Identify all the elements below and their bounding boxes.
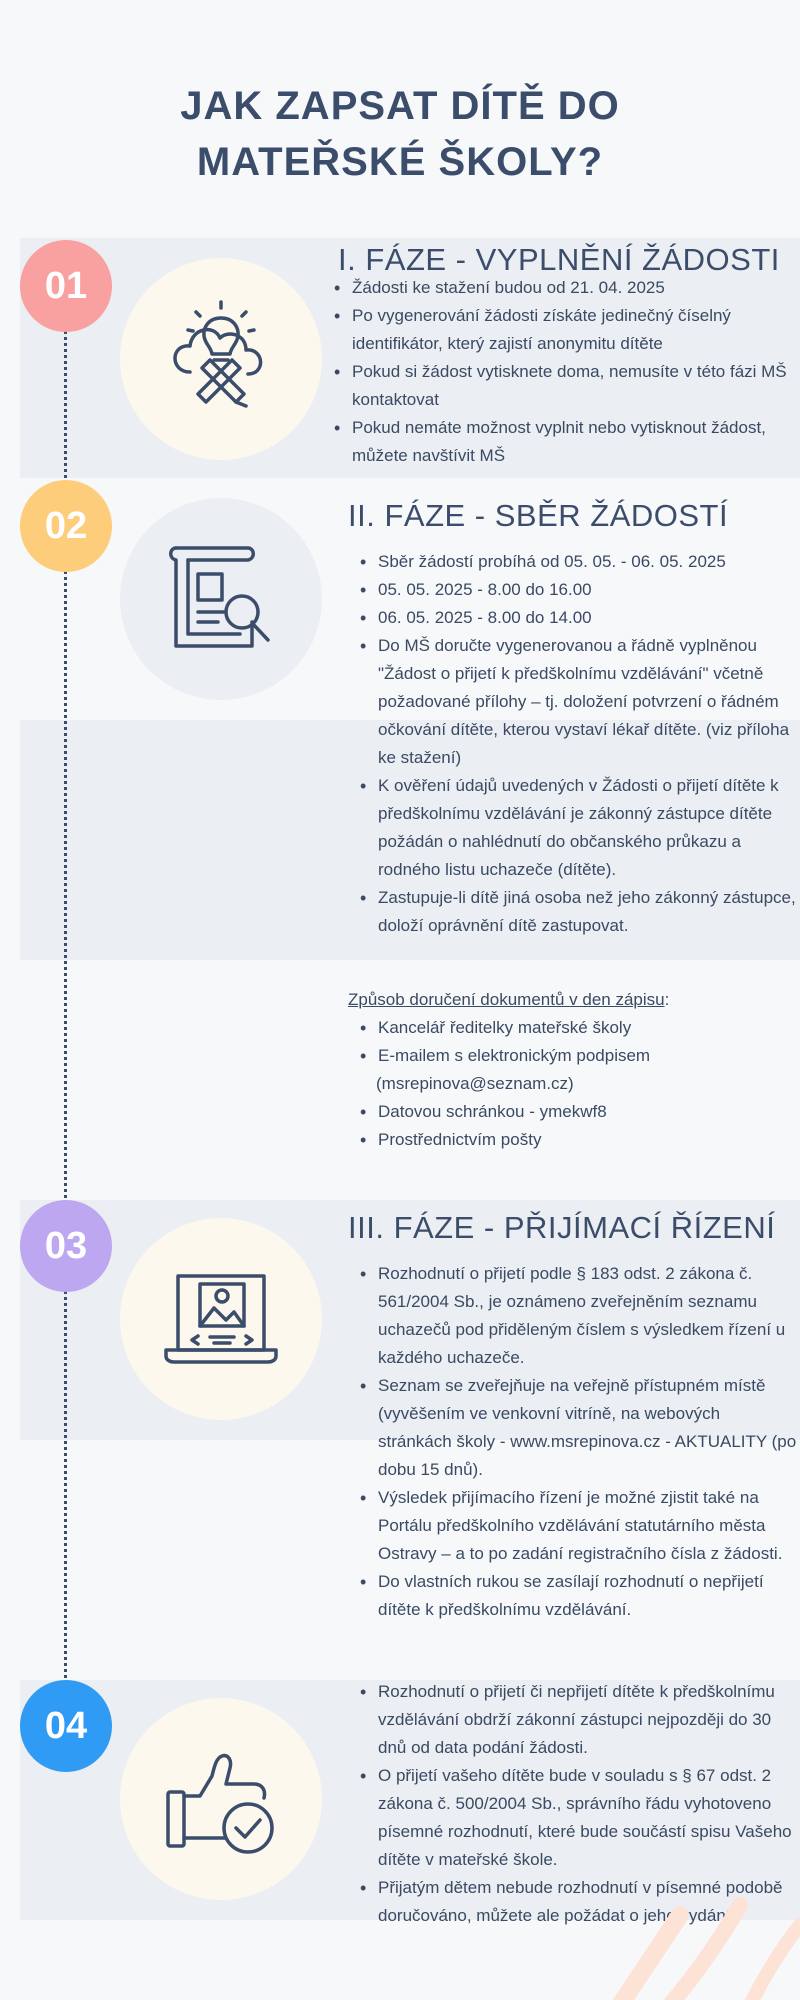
document-search-icon xyxy=(156,534,286,664)
phase3-heading: III. FÁZE - PŘIJÍMACÍ ŘÍZENÍ xyxy=(348,1210,776,1245)
delivery-heading-colon: : xyxy=(664,990,670,1009)
list-item: • Po vygenerování žádosti získáte jedinečný číselný identifikátor, který zajistí anonymitu dítěte xyxy=(332,302,792,358)
list-item: • Seznam se zveřejňuje na veřejně přístupném místě (vyvěšením ve venkovní vitríně, na webových stránkách školy - www.msrepinova.cz - AKTUALITY (po dobu 15 dnů). xyxy=(358,1372,798,1484)
phase3-illustration xyxy=(120,1218,322,1420)
phase2-illustration xyxy=(120,498,322,700)
laptop-image-code-icon xyxy=(156,1254,286,1384)
list-item: • Zastupuje-li dítě jiná osoba než jeho zákonný zástupce, doloží oprávnění dítě zastupovat. xyxy=(358,884,798,940)
thumbs-up-check-icon xyxy=(156,1734,286,1864)
list-item: • Do MŠ doručte vygenerovanou a řádně vyplněnou "Žádost o přijetí k předškolnímu vzdělávání" včetně požadované přílohy – tj. doložení potvrzení o řádném očkování dítěte, kterou vystaví lékař dítěte. (viz příloha ke stažení) xyxy=(358,632,798,772)
phase4-list xyxy=(358,1678,798,1930)
list-item: • Pokud si žádost vytisknete doma, nemusíte v této fázi MŠ kontaktovat xyxy=(332,358,792,414)
list-item: • 05. 05. 2025 - 8.00 do 16.00 xyxy=(358,576,798,604)
delivery-list xyxy=(358,1014,788,1154)
decorative-brush-strokes xyxy=(600,1895,800,2000)
delivery-heading xyxy=(348,986,669,1014)
phase3-number-badge xyxy=(20,1200,112,1292)
list-item: • Výsledek přijímacího řízení je možné zjistit také na Portálu předškolního vzdělávání statutárního města Ostravy – a to po zadání registračního čísla z žádosti. xyxy=(358,1484,798,1568)
phase1-list xyxy=(332,274,792,470)
list-item: • Žádosti ke stažení budou od 21. 04. 2025 xyxy=(332,274,792,302)
phase4-number-badge xyxy=(20,1680,112,1772)
list-item: • Rozhodnutí o přijetí podle § 183 odst. 2 zákona č. 561/2004 Sb., je oznámeno zveřejněním seznamu uchazečů pod přiděleným číslem s výsledkem řízení u každého uchazeče. xyxy=(358,1260,798,1372)
phase2-heading: II. FÁZE - SBĚR ŽÁDOSTÍ xyxy=(348,498,729,533)
phase1-number: 01 xyxy=(44,265,88,307)
list-item: • K ověření údajů uvedených v Žádosti o přijetí dítěte k předškolnímu vzdělávání je zákonný zástupce dítěte požádán o nahlédnutí do občanského průkazu a rodného listu uchazeče (dítěte). xyxy=(358,772,798,884)
delivery-heading-text: Způsob doručení dokumentů v den zápisu xyxy=(348,990,665,1009)
phase3-number: 03 xyxy=(44,1225,88,1267)
phase2-list xyxy=(358,548,798,940)
list-item: • 06. 05. 2025 - 8.00 do 14.00 xyxy=(358,604,798,632)
phase2-number: 02 xyxy=(44,505,88,547)
phase4-illustration xyxy=(120,1698,322,1900)
phase1-number-badge xyxy=(20,240,112,332)
phase4-number: 04 xyxy=(44,1705,88,1747)
phase1-heading: I. FÁZE - VYPLNĚNÍ ŽÁDOSTI xyxy=(338,242,780,277)
list-item: • Datovou schránkou - ymekwf8 xyxy=(358,1098,788,1126)
phase1-illustration xyxy=(120,258,322,460)
page-title-line1: JAK ZAPSAT DÍTĚ DO xyxy=(180,84,620,128)
lightbulb-cloud-tools-icon xyxy=(156,294,286,424)
list-item: • Do vlastních rukou se zasílají rozhodnutí o nepřijetí dítěte k předškolnímu vzdělávání. xyxy=(358,1568,798,1624)
list-item: • Prostřednictvím pošty xyxy=(358,1126,788,1154)
list-item: • Sběr žádostí probíhá od 05. 05. - 06. 05. 2025 xyxy=(358,548,798,576)
list-item: (msrepinova@seznam.cz) xyxy=(376,1074,574,1093)
phase2-number-badge xyxy=(20,480,112,572)
list-item: • Přijatým dětem nebude rozhodnutí v písemné podobě doručováno, můžete ale požádat o jeho vydání. xyxy=(358,1874,798,1930)
list-item: • E-mailem s elektronickým podpisem xyxy=(358,1042,788,1070)
list-item: • O přijetí vašeho dítěte bude v souladu s § 67 odst. 2 zákona č. 500/2004 Sb., správního řádu vyhotoveno písemné rozhodnutí, které bude součástí spisu Vašeho dítěte v mateřské škole. xyxy=(358,1762,798,1874)
phase3-list xyxy=(358,1260,798,1624)
page-title xyxy=(0,78,800,190)
list-item: • Kancelář ředitelky mateřské školy xyxy=(358,1014,788,1042)
list-item: • Rozhodnutí o přijetí či nepřijetí dítěte k předškolnímu vzdělávání obdrží zákonní zástupci nejpozději do 30 dnů od data podání žádosti. xyxy=(358,1678,798,1762)
list-item: • Pokud nemáte možnost vyplnit nebo vytisknout žádost, můžete navštívit MŠ xyxy=(332,414,792,470)
page-title-line2: MATEŘSKÉ ŠKOLY? xyxy=(196,140,604,184)
